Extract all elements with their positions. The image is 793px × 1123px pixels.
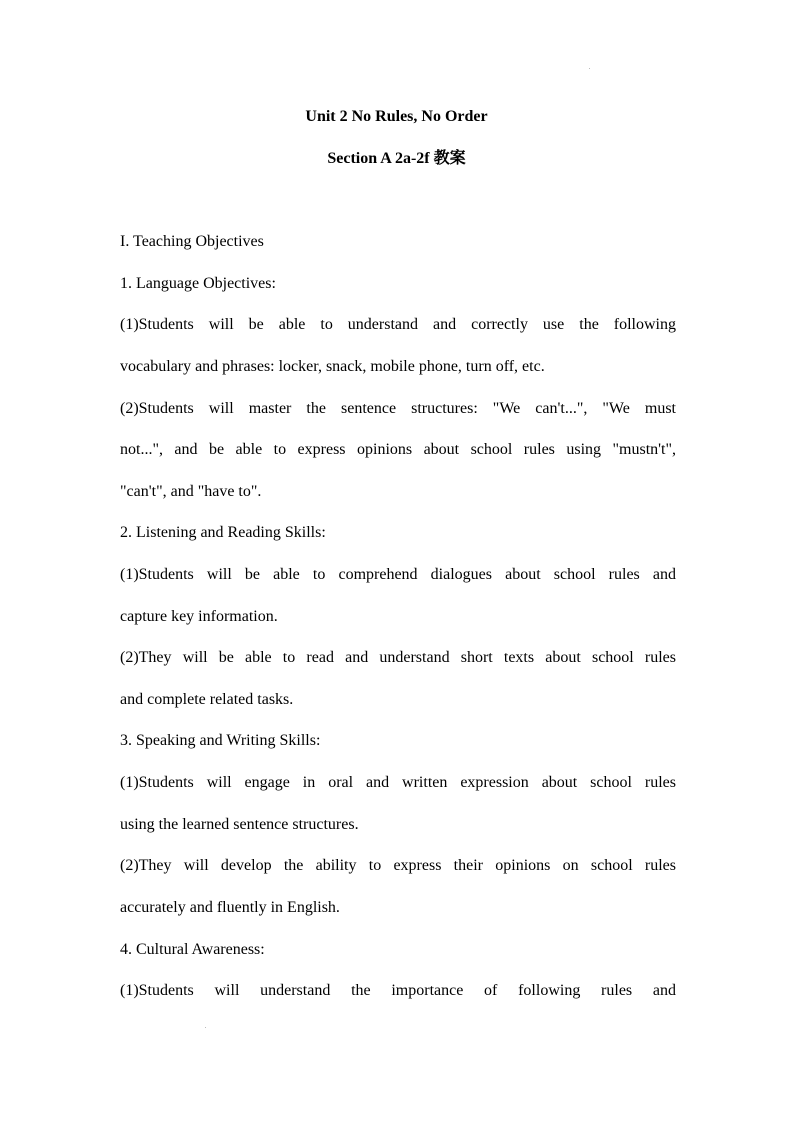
body-line: and complete related tasks.	[120, 691, 294, 708]
scan-speck	[205, 1027, 206, 1028]
subsection-heading: 2. Listening and Reading Skills:	[120, 524, 326, 541]
body-line: capture key information.	[120, 608, 278, 625]
body-line: (1)Students will engage in oral and written expression about school rules	[120, 774, 676, 791]
body-line: (2)Students will master the sentence structures: "We can't...", "We must	[120, 400, 676, 417]
body-line: accurately and fluently in English.	[120, 899, 340, 916]
body-line: using the learned sentence structures.	[120, 816, 359, 833]
section-heading: I. Teaching Objectives	[120, 233, 264, 250]
subsection-heading: 1. Language Objectives:	[120, 275, 276, 292]
body-line: not...", and be able to express opinions about school rules using "mustn't",	[120, 441, 676, 458]
subsection-heading: 4. Cultural Awareness:	[120, 941, 265, 958]
body-line: (1)Students will be able to comprehend dialogues about school rules and	[120, 566, 676, 583]
document-subtitle: Section A 2a-2f 教案	[327, 150, 466, 167]
scan-speck	[589, 68, 590, 69]
body-line: "can't", and "have to".	[120, 483, 262, 500]
subsection-heading: 3. Speaking and Writing Skills:	[120, 732, 321, 749]
body-line: (1)Students will be able to understand and correctly use the following	[120, 316, 676, 333]
body-line: (2)They will develop the ability to express their opinions on school rules	[120, 857, 676, 874]
body-line: (1)Students will understand the importance of following rules and	[120, 982, 676, 999]
body-line: vocabulary and phrases: locker, snack, mobile phone, turn off, etc.	[120, 358, 545, 375]
body-line: (2)They will be able to read and understand short texts about school rules	[120, 649, 676, 666]
document-title: Unit 2 No Rules, No Order	[305, 108, 488, 125]
